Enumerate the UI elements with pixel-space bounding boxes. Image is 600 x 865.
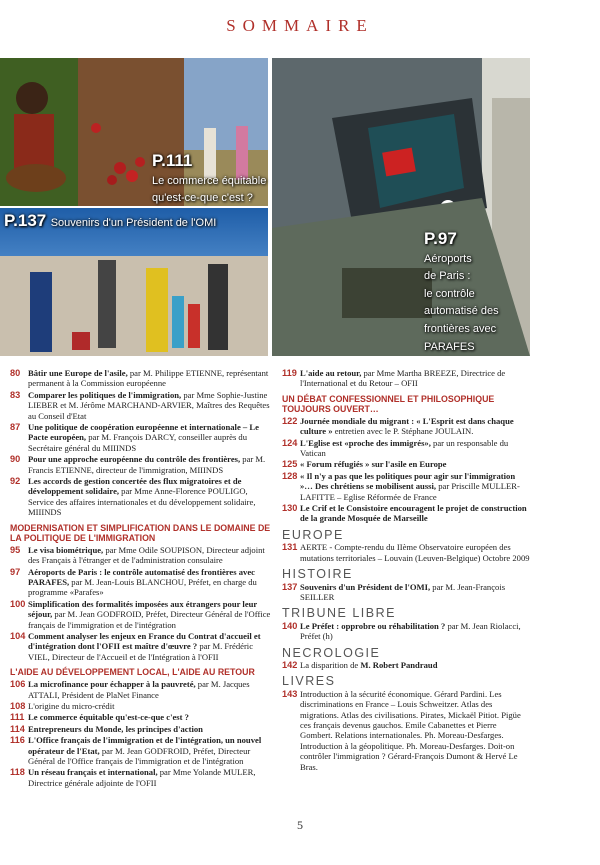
toc-entry: 92 Les accords de gestion concertée des flux migratoires et de développement solidaire, par Mme Anne-Florence POULIGO, Service des affaires internationales et du développement solidaire, MIIINDS <box>10 476 256 518</box>
toc-entry: 116 L'Office français de l'immigration et de l'intégration, un nouvel opérateur de l'Etat, par M. Jean GODFROID, Préfet, Directeur Général de l'Office français de l'immigration et de l'intégration <box>10 735 262 766</box>
toc-entry: 128 « Il n'y a pas que les politiques pour agir sur l'immigration »… Des chrétiens se mobilisent aussi, par Priscille MULLER-LAFITTE – Eglise Réformée de France <box>282 470 520 502</box>
toc-left-column <box>10 368 272 789</box>
toc-entry: 131 AERTE - Compte-rendu du IIème Observatoire européen des mutations territoriales – Louvain (Leuven-Belgique) Octobre 2009 <box>282 542 530 563</box>
toc-entry: 106 La microfinance pour échapper à la pauvreté, par M. Jacques ATTALI, Président de PlaNet Finance <box>10 679 250 700</box>
caption-p111: P.111 Le commerce équitable qu'est-ce-que c'est ? <box>152 151 267 205</box>
toc-entry: 111 Le commerce équitable qu'est-ce-que c'est ? <box>10 712 189 723</box>
caption-p137: P.137 Souvenirs d'un Président de l'OMI <box>4 211 217 230</box>
toc-entry: 142 La disparition de M. Robert Pandraud <box>282 659 438 670</box>
page-number: 5 <box>297 818 303 832</box>
toc-entry: 118 Un réseau français et international, par Mme Yolande MULER, Directrice générale adjointe de l'OFII <box>10 767 256 788</box>
section-heading: UN DÉBAT CONFESSIONNEL ET PHILOSOPHIQUE TOUJOURS OUVERT… <box>282 393 495 414</box>
section-heading-europe: EUROPE <box>282 527 344 542</box>
toc-entry: 124 L'Eglise est «proche des immigrés», par un responsable du Vatican <box>282 437 509 459</box>
section-heading-tribune: TRIBUNE LIBRE <box>282 606 396 621</box>
toc-entry: 130 Le Crif et le Consistoire encouragent le projet de construction de la grande Mosquée de Marseille <box>282 503 527 524</box>
section-heading-livres: LIVRES <box>282 674 336 689</box>
toc-entry: 140 Le Préfet : opprobre ou réhabilitation ? par M. Jean Riolacci, Préfet (h) <box>282 620 521 642</box>
page-title: SOMMAIRE <box>226 16 374 35</box>
toc-entry: 87 Une politique de coopération européenne et internationale – Le Pacte européen, par M. François DARCY, conseiller auprès du Secrétaire général du MIIINDS <box>10 422 259 453</box>
toc-entry: 114 Entrepreneurs du Monde, les principes d'action <box>10 723 203 734</box>
toc-entry: 83 Comparer les politiques de l'immigration, par Mme Sophie-Justine LIEBER et M. Jérôme MARCHAND-ARVIER, Maîtres des Requêtes au Conseil d'Etat <box>10 389 270 421</box>
toc-entry: 104 Comment analyser les enjeux en France du Contrat d'accueil et d'intégration dont l'OFII est maître d'œuvre ? par M. Frédéric VIEL, Directeur de l'Accueil et de l'Intégration à l'OFII <box>10 630 261 662</box>
section-heading-necrologie: NECROLOGIE <box>282 645 381 660</box>
caption-p97: P.97 Aéroports de Paris : le contrôle automatisé des frontières avec PARAFES <box>424 229 499 353</box>
toc-entry: 90 Pour une approche européenne du contrôle des frontières, par M. Francis ETIENNE, directeur de l'immigration, MIIINDS <box>10 454 266 475</box>
toc-entry: 143 Introduction à la sécurité économique. Gérard Pardini. Les discriminations en France – Louis Schweitzer. Atlas des migrations. Atlas des civilisations. Pirates, Mickaël Pitiot. Pigüe ces français devenus gauchos. Emile Cabanettes et Pierre Gombert. Relations internationales. Ph. Moreau-Desfarges. Introduction à la géopolitique. Ph. Moreau-Desfarges. Doit-on contrôler l'immigration ? Gérard-François Dumont & Hervé Le Bras. <box>282 688 521 772</box>
toc-entry: 122 Journée mondiale du migrant : « L'Esprit est dans chaque culture » entretien avec le P. Stéphane JOULAIN. <box>282 415 514 437</box>
toc-entry: 108 L'origine du micro-crédit <box>10 700 115 711</box>
section-heading: L'AIDE AU DÉVELOPPEMENT LOCAL, L'AIDE AU RETOUR <box>10 667 255 678</box>
toc-entry: 97 Aéroports de Paris : le contrôle automatisé des frontières avec PARAFES, par M. Jean-Louis BLANCHOU, Préfet, en charge du programme «Parafes» <box>10 566 257 598</box>
toc-right-column <box>282 368 530 773</box>
toc-entry: 137 Souvenirs d'un Président de l'OMI, par M. Jean-François SEILLER <box>282 581 506 602</box>
toc-entry: 80 Bâtir une Europe de l'asile, par M. Philippe ETIENNE, représentant permanent à la Commission européenne <box>10 368 269 389</box>
section-heading: MODERNISATION ET SIMPLIFICATION DANS LE DOMAINE DE LA POLITIQUE DE L'IMMIGRATION <box>10 522 271 543</box>
toc-entry: 125 « Forum réfugiés » sur l'asile en Europe <box>282 459 447 470</box>
toc-entry: 100 Simplification des formalités imposées aux étrangers pour leur séjour, par M. Jean GODFROID, Préfet, Directeur Général de l'Office français de l'immigration et de l'intégration <box>10 598 271 630</box>
section-heading-histoire: HISTOIRE <box>282 567 353 582</box>
toc-entry: 119 L'aide au retour, par Mme Martha BREEZE, Directrice de l'International et du Retour – OFII <box>282 368 506 389</box>
toc-entry: 95 Le visa biométrique, par Mme Odile SOUPISON, Directeur adjoint des Français à l'étranger et de l'administration consulaire <box>10 544 265 566</box>
